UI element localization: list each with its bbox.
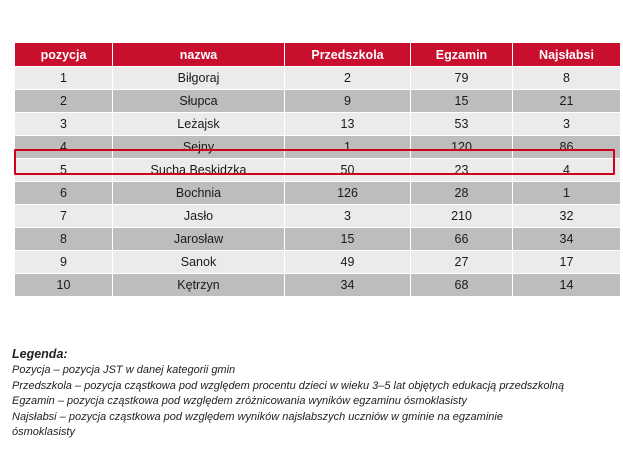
- legend-line-egzamin: Egzamin – pozycja cząstkowa pod względem zróżnicowania wyników egzaminu ósmoklasisty: [12, 395, 467, 407]
- legend-line-pozycja: Pozycja – pozycja JST w danej kategorii gmin: [12, 364, 236, 376]
- cell-najslabsi: 21: [513, 90, 620, 112]
- cell-przedszkola: 49: [285, 251, 410, 273]
- legend-line-najslabsi: Najsłabsi – pozycja cząstkowa pod względem wyników najsłabszych uczniów w gminie na egzaminie: [12, 410, 503, 423]
- table-row-highlighted: [15, 136, 620, 158]
- cell-egzamin: 120: [411, 136, 512, 158]
- cell-egzamin: 23: [411, 159, 512, 181]
- cell-najslabsi: 17: [513, 251, 620, 273]
- cell-najslabsi: 4: [513, 159, 620, 181]
- table-row: [15, 113, 620, 135]
- cell-nazwa: Jasło: [113, 205, 284, 227]
- header-pozycja: pozycja: [15, 43, 112, 66]
- cell-pozycja: 3: [15, 113, 112, 135]
- header-najslabsi: Najsłabsi: [513, 43, 620, 66]
- cell-pozycja: 8: [15, 228, 112, 250]
- legend-line-najslabsi-cont: ósmoklasisty: [12, 426, 75, 438]
- cell-pozycja: 2: [15, 90, 112, 112]
- table-row: [15, 67, 620, 89]
- cell-przedszkola: 126: [285, 182, 410, 204]
- cell-przedszkola: 15: [285, 228, 410, 250]
- cell-najslabsi: 8: [513, 67, 620, 89]
- header-przedszkola: Przedszkola: [285, 43, 410, 66]
- cell-egzamin: 27: [411, 251, 512, 273]
- cell-najslabsi: 3: [513, 113, 620, 135]
- cell-przedszkola: 2: [285, 67, 410, 89]
- cell-pozycja: 7: [15, 205, 112, 227]
- cell-przedszkola: 50: [285, 159, 410, 181]
- cell-pozycja: 6: [15, 182, 112, 204]
- cell-egzamin: 79: [411, 67, 512, 89]
- cell-egzamin: 68: [411, 274, 512, 296]
- table-row: [15, 228, 620, 250]
- table-row: [15, 251, 620, 273]
- table-row: [15, 205, 620, 227]
- cell-pozycja: 10: [15, 274, 112, 296]
- cell-pozycja: 1: [15, 67, 112, 89]
- cell-nazwa: Sejny: [113, 136, 284, 158]
- cell-egzamin: 15: [411, 90, 512, 112]
- cell-nazwa: Leżajsk: [113, 113, 284, 135]
- cell-przedszkola: 9: [285, 90, 410, 112]
- cell-przedszkola: 3: [285, 205, 410, 227]
- cell-nazwa: Słupca: [113, 90, 284, 112]
- header-egzamin: Egzamin: [411, 43, 512, 66]
- table-header-row: [15, 43, 620, 66]
- cell-nazwa: Jarosław: [113, 228, 284, 250]
- cell-najslabsi: 1: [513, 182, 620, 204]
- cell-przedszkola: 1: [285, 136, 410, 158]
- cell-nazwa: Biłgoraj: [113, 67, 284, 89]
- cell-pozycja: 9: [15, 251, 112, 273]
- cell-przedszkola: 34: [285, 274, 410, 296]
- cell-najslabsi: 86: [513, 136, 620, 158]
- legend-line-przedszkola: Przedszkola – pozycja cząstkowa pod względem procentu dzieci w wieku 3–5 lat objętych edukacją przedszkolną: [12, 379, 565, 392]
- cell-pozycja: 4: [15, 136, 112, 158]
- table-row: [15, 182, 620, 204]
- ranking-table: [14, 42, 621, 297]
- cell-pozycja: 5: [15, 159, 112, 181]
- header-nazwa: nazwa: [113, 43, 284, 66]
- cell-nazwa: Kętrzyn: [113, 274, 284, 296]
- table-row: [15, 274, 620, 296]
- cell-najslabsi: 14: [513, 274, 620, 296]
- cell-egzamin: 66: [411, 228, 512, 250]
- cell-egzamin: 28: [411, 182, 512, 204]
- legend-title: Legenda:: [12, 347, 68, 361]
- cell-egzamin: 210: [411, 205, 512, 227]
- cell-nazwa: Sucha Beskidzka: [113, 159, 284, 181]
- cell-przedszkola: 13: [285, 113, 410, 135]
- cell-nazwa: Bochnia: [113, 182, 284, 204]
- table-row: [15, 159, 620, 181]
- cell-egzamin: 53: [411, 113, 512, 135]
- cell-nazwa: Sanok: [113, 251, 284, 273]
- cell-najslabsi: 32: [513, 205, 620, 227]
- legend: [12, 346, 617, 441]
- table-row: [15, 90, 620, 112]
- cell-najslabsi: 34: [513, 228, 620, 250]
